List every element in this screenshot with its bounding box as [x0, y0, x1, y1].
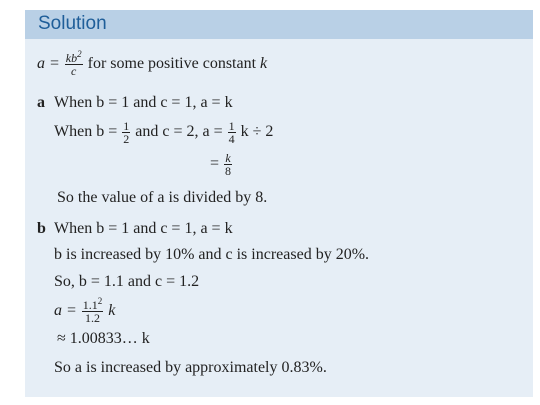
- intro-line: [37, 49, 268, 78]
- k8-fraction: [224, 152, 232, 177]
- part-a-line2-pre: When b =: [54, 123, 118, 141]
- intro-lhs: a =: [37, 55, 60, 73]
- quarter-numerator: 1: [228, 119, 235, 133]
- intro-num-exp: 2: [77, 49, 82, 59]
- part-a-line2-mid: and c = 2, a =: [135, 123, 223, 141]
- part-a-line3-eq: =: [210, 155, 220, 173]
- part-b-line3: So, b = 1.1 and c = 1.2: [54, 273, 200, 290]
- part-a-line3: [210, 152, 233, 177]
- part-a-line2: [54, 120, 273, 145]
- part-a-line1: When b = 1 and c = 1, a = k: [54, 94, 233, 111]
- part-b-equation: [54, 296, 116, 325]
- part-a-label: a: [37, 94, 45, 111]
- quarter-fraction: [228, 120, 236, 145]
- part-b-line1: When b = 1 and c = 1, a = k: [54, 220, 233, 237]
- part-b-line2: b is increased by 10% and c is increased by 20%.: [54, 246, 370, 263]
- half-numerator: 1: [123, 119, 130, 133]
- intro-fraction-denominator: c: [71, 64, 77, 78]
- part-a-line2-post: k ÷ 2: [240, 123, 274, 141]
- part-b-a-eq: a =: [54, 302, 77, 320]
- part-b-label: b: [37, 220, 46, 237]
- solution-header: [25, 10, 533, 39]
- k8-denominator: 8: [225, 164, 232, 178]
- intro-const: k: [260, 55, 268, 73]
- quarter-denominator: 4: [228, 132, 235, 146]
- part-a-conclusion: So the value of a is divided by 8.: [57, 189, 268, 206]
- part-b-num-value: 1.1: [82, 298, 98, 312]
- part-b-fraction-k: k: [108, 302, 116, 320]
- k8-numerator: k: [225, 151, 231, 165]
- half-fraction: [122, 120, 130, 145]
- half-denominator: 2: [123, 132, 130, 146]
- solution-title: Solution: [38, 13, 107, 34]
- part-b-fraction: [82, 296, 104, 325]
- intro-fraction: [65, 49, 83, 78]
- intro-num-k: kb: [65, 51, 78, 65]
- part-b-conclusion: So a is increased by approximately 0.83%.: [54, 359, 327, 376]
- part-b-num-exp: 2: [97, 296, 103, 306]
- part-b-approx: ≈ 1.00833… k: [57, 330, 150, 347]
- intro-text: for some positive constant: [87, 55, 257, 73]
- part-b-fraction-denominator: 1.2: [85, 311, 101, 325]
